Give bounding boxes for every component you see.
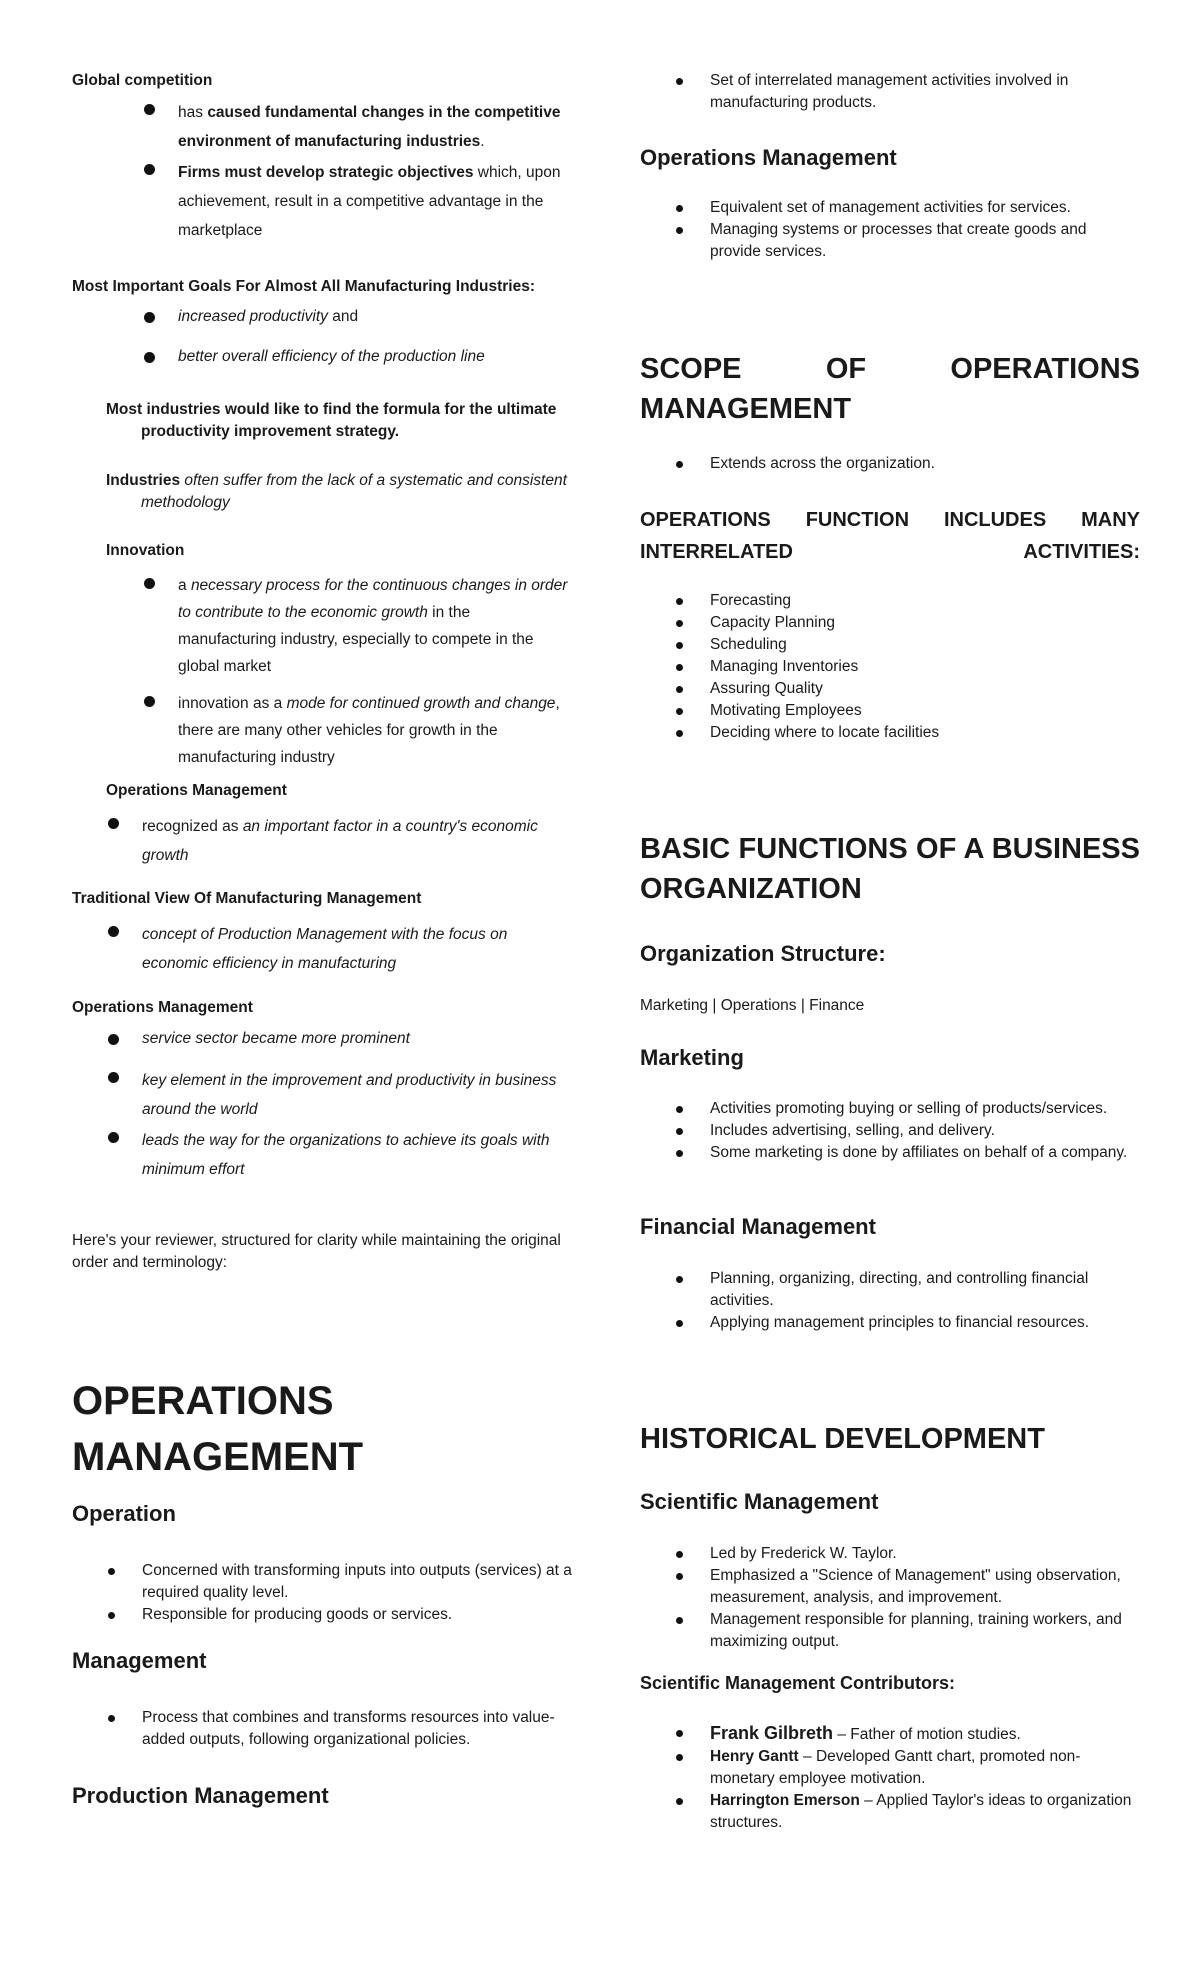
list-item: key element in the improvement and productivity in business around the world (142, 1066, 572, 1124)
historical-development-title: HISTORICAL DEVELOPMENT (640, 1423, 1045, 1455)
operations-management-list-2 (142, 1028, 572, 1184)
innovation-list (178, 572, 572, 771)
list-item: Includes advertising, selling, and delivery. (710, 1120, 1140, 1142)
list-item: Henry Gantt – Developed Gantt chart, promoted non-monetary employee motivation. (710, 1746, 1140, 1790)
list-item: Led by Frederick W. Taylor. (710, 1543, 1140, 1565)
list-item: Set of interrelated management activities involved in manufacturing products. (710, 70, 1140, 114)
list-item: Planning, organizing, directing, and controlling financial activities. (710, 1268, 1140, 1312)
reviewer-note: Here's your reviewer, structured for clarity while maintaining the original order and terminology: (72, 1232, 561, 1271)
list-item: innovation as a mode for continued growth and change, there are many other vehicles for growth in the manufacturing industry (178, 690, 572, 771)
global-competition-heading: Global competition (72, 72, 213, 89)
list-item: Harrington Emerson – Applied Taylor's ideas to organization structures. (710, 1790, 1140, 1834)
operations-function-heading: OPERATIONS FUNCTION INCLUDES MANY INTERRELATED ACTIVITIES: (640, 509, 1140, 563)
list-item: Motivating Employees (710, 700, 1140, 722)
industries-paragraph: Industries often suffer from the lack of a systematic and consistent methodology (106, 472, 567, 511)
goals-list (178, 306, 572, 368)
list-item: Extends across the organization. (710, 453, 1140, 475)
operations-management-list-3 (710, 197, 1140, 263)
list-item: Assuring Quality (710, 678, 1140, 700)
list-item: increased productivity and (178, 306, 572, 328)
list-item: Managing systems or processes that create goods and provide services. (710, 219, 1140, 263)
operation-heading: Operation (72, 1501, 176, 1526)
traditional-view-list (142, 920, 572, 978)
production-management-heading: Production Management (72, 1783, 329, 1808)
list-item: Deciding where to locate facilities (710, 722, 1140, 744)
formula-paragraph: Most industries would like to find the formula for the ultimate productivity improvement strategy. (106, 401, 557, 440)
list-item: recognized as an important factor in a country's economic growth (142, 812, 572, 870)
list-item: Frank Gilbreth – Father of motion studies. (710, 1722, 1140, 1746)
innovation-heading: Innovation (106, 542, 185, 559)
scope-title: SCOPE OF OPERATIONS MANAGEMENT (640, 353, 1140, 425)
scientific-management-heading: Scientific Management (640, 1489, 879, 1514)
scope-list (710, 453, 1140, 475)
list-item: Process that combines and transforms resources into value-added outputs, following organizational policies. (142, 1707, 572, 1751)
operations-management-title: OPERATIONS MANAGEMENT (72, 1379, 364, 1479)
list-item: Management responsible for planning, training workers, and maximizing output. (710, 1609, 1140, 1653)
list-item: has caused fundamental changes in the competitive environment of manufacturing industries. (178, 98, 572, 156)
list-item: Applying management principles to financial resources. (710, 1312, 1140, 1334)
contributors-list (710, 1722, 1140, 1834)
traditional-view-heading: Traditional View Of Manufacturing Management (72, 890, 422, 907)
global-competition-list (178, 98, 572, 245)
list-item: Firms must develop strategic objectives which, upon achievement, result in a competitive advantage in the marketplace (178, 158, 572, 245)
list-item: Some marketing is done by affiliates on behalf of a company. (710, 1142, 1140, 1164)
list-item: Equivalent set of management activities for services. (710, 197, 1140, 219)
operations-management-heading-1: Operations Management (106, 782, 287, 799)
list-item: Concerned with transforming inputs into outputs (services) at a required quality level. (142, 1560, 572, 1604)
list-item: a necessary process for the continuous changes in order to contribute to the economic growth in the manufacturing industry, especially to compete in the global market (178, 572, 572, 680)
operation-list (142, 1560, 572, 1626)
organization-structure-text: Marketing | Operations | Finance (640, 997, 865, 1014)
list-item: concept of Production Management with the focus on economic efficiency in manufacturing (142, 920, 572, 978)
list-item: Scheduling (710, 634, 1140, 656)
financial-management-heading: Financial Management (640, 1214, 876, 1239)
list-item: better overall efficiency of the production line (178, 346, 572, 368)
list-item: Managing Inventories (710, 656, 1140, 678)
operations-management-list-1 (142, 812, 572, 870)
production-management-list (710, 70, 1140, 114)
list-item: Emphasized a "Science of Management" using observation, measurement, analysis, and improvement. (710, 1565, 1140, 1609)
scientific-management-list (710, 1543, 1140, 1653)
goals-heading: Most Important Goals For Almost All Manufacturing Industries: (72, 278, 536, 295)
list-item: Forecasting (710, 590, 1140, 612)
financial-management-list (710, 1268, 1140, 1334)
list-item: service sector became more prominent (142, 1028, 572, 1050)
list-item: Responsible for producing goods or services. (142, 1604, 572, 1626)
operations-management-heading-2: Operations Management (72, 999, 253, 1016)
list-item: Activities promoting buying or selling of products/services. (710, 1098, 1140, 1120)
organization-structure-heading: Organization Structure: (640, 941, 886, 966)
management-heading: Management (72, 1648, 207, 1673)
basic-functions-title: BASIC FUNCTIONS OF A BUSINESS ORGANIZATION (640, 833, 1140, 905)
list-item: Capacity Planning (710, 612, 1140, 634)
list-item: leads the way for the organizations to achieve its goals with minimum effort (142, 1126, 572, 1184)
contributors-heading: Scientific Management Contributors: (640, 1673, 956, 1693)
operations-management-heading-3: Operations Management (640, 145, 897, 170)
marketing-heading: Marketing (640, 1045, 744, 1070)
management-list (142, 1707, 572, 1751)
operations-function-list (710, 590, 1140, 744)
marketing-list (710, 1098, 1140, 1164)
